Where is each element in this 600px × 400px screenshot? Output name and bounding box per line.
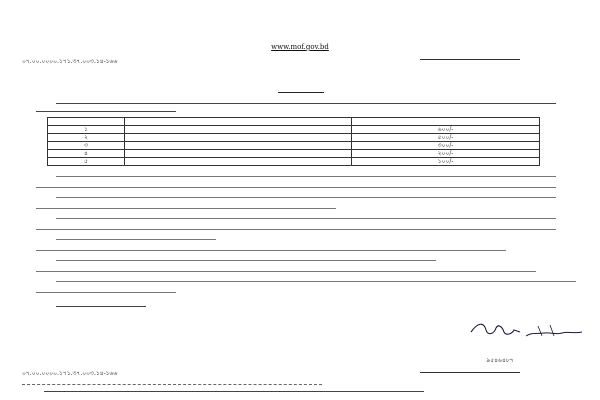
row-fee: ৫০০/- [352,134,540,142]
memo-ref-number: ০৭.০০.০০০০.১৭১.৩৭.০০৩.১৪-১৬৬ [22,58,118,65]
row-grade [125,126,352,134]
memo-date [400,52,422,67]
condition-text-line [36,229,556,230]
row-serial: ৩ [48,142,125,150]
signatory-phone [440,357,560,365]
col-serial [48,118,125,126]
condition-text-line [36,292,176,293]
table-row [48,158,540,166]
signature-ink [468,318,588,340]
condition-text-line [36,271,536,272]
condition-text-line [56,218,556,219]
table-row [48,150,540,158]
table-row [48,142,540,150]
condition-text-line [36,250,506,251]
row-serial: ১ [48,126,125,134]
paragraph-2-line [56,306,146,307]
fee-table [47,117,540,166]
table-header-row [48,118,540,126]
phone-value: ৯৫৪৬৪৮৭ [486,357,514,364]
intro-line-1 [56,103,556,104]
memo2-date [400,365,422,380]
memo2-ref-number: ০৭.০০.০০০০.১৭১.৩৭.০০৩.১৪-১৬৬ [22,370,118,377]
condition-text-line [56,176,556,177]
condition-text-line [36,187,556,188]
condition-text-line [56,281,576,282]
row-serial: ২ [48,134,125,142]
row-fee: ৩০০/- [352,142,540,150]
col-grade [125,118,352,126]
condition-text-line [56,260,436,261]
row-serial: ৫ [48,158,125,166]
header-url: www.mof.gov.bd [271,43,329,51]
memo2-date-divider [420,372,520,373]
row-fee: ৬০০/- [352,126,540,134]
row-grade [125,150,352,158]
row-serial: ৪ [48,150,125,158]
row-fee: ২০০/- [352,150,540,158]
row-fee: ১০০/- [352,158,540,166]
fee-table-body [48,126,540,166]
row-grade [125,134,352,142]
title-underline [278,92,324,93]
row-grade [125,142,352,150]
table-row [48,134,540,142]
date-divider [420,59,520,60]
intro-line-2 [36,111,176,112]
row-grade [125,158,352,166]
condition-text-line [56,239,216,240]
distribution-underline [22,384,322,385]
table-row [48,126,540,134]
col-fee [352,118,540,126]
condition-text-line [36,208,336,209]
distribution-item-1-line [44,391,424,392]
condition-text-line [56,197,556,198]
